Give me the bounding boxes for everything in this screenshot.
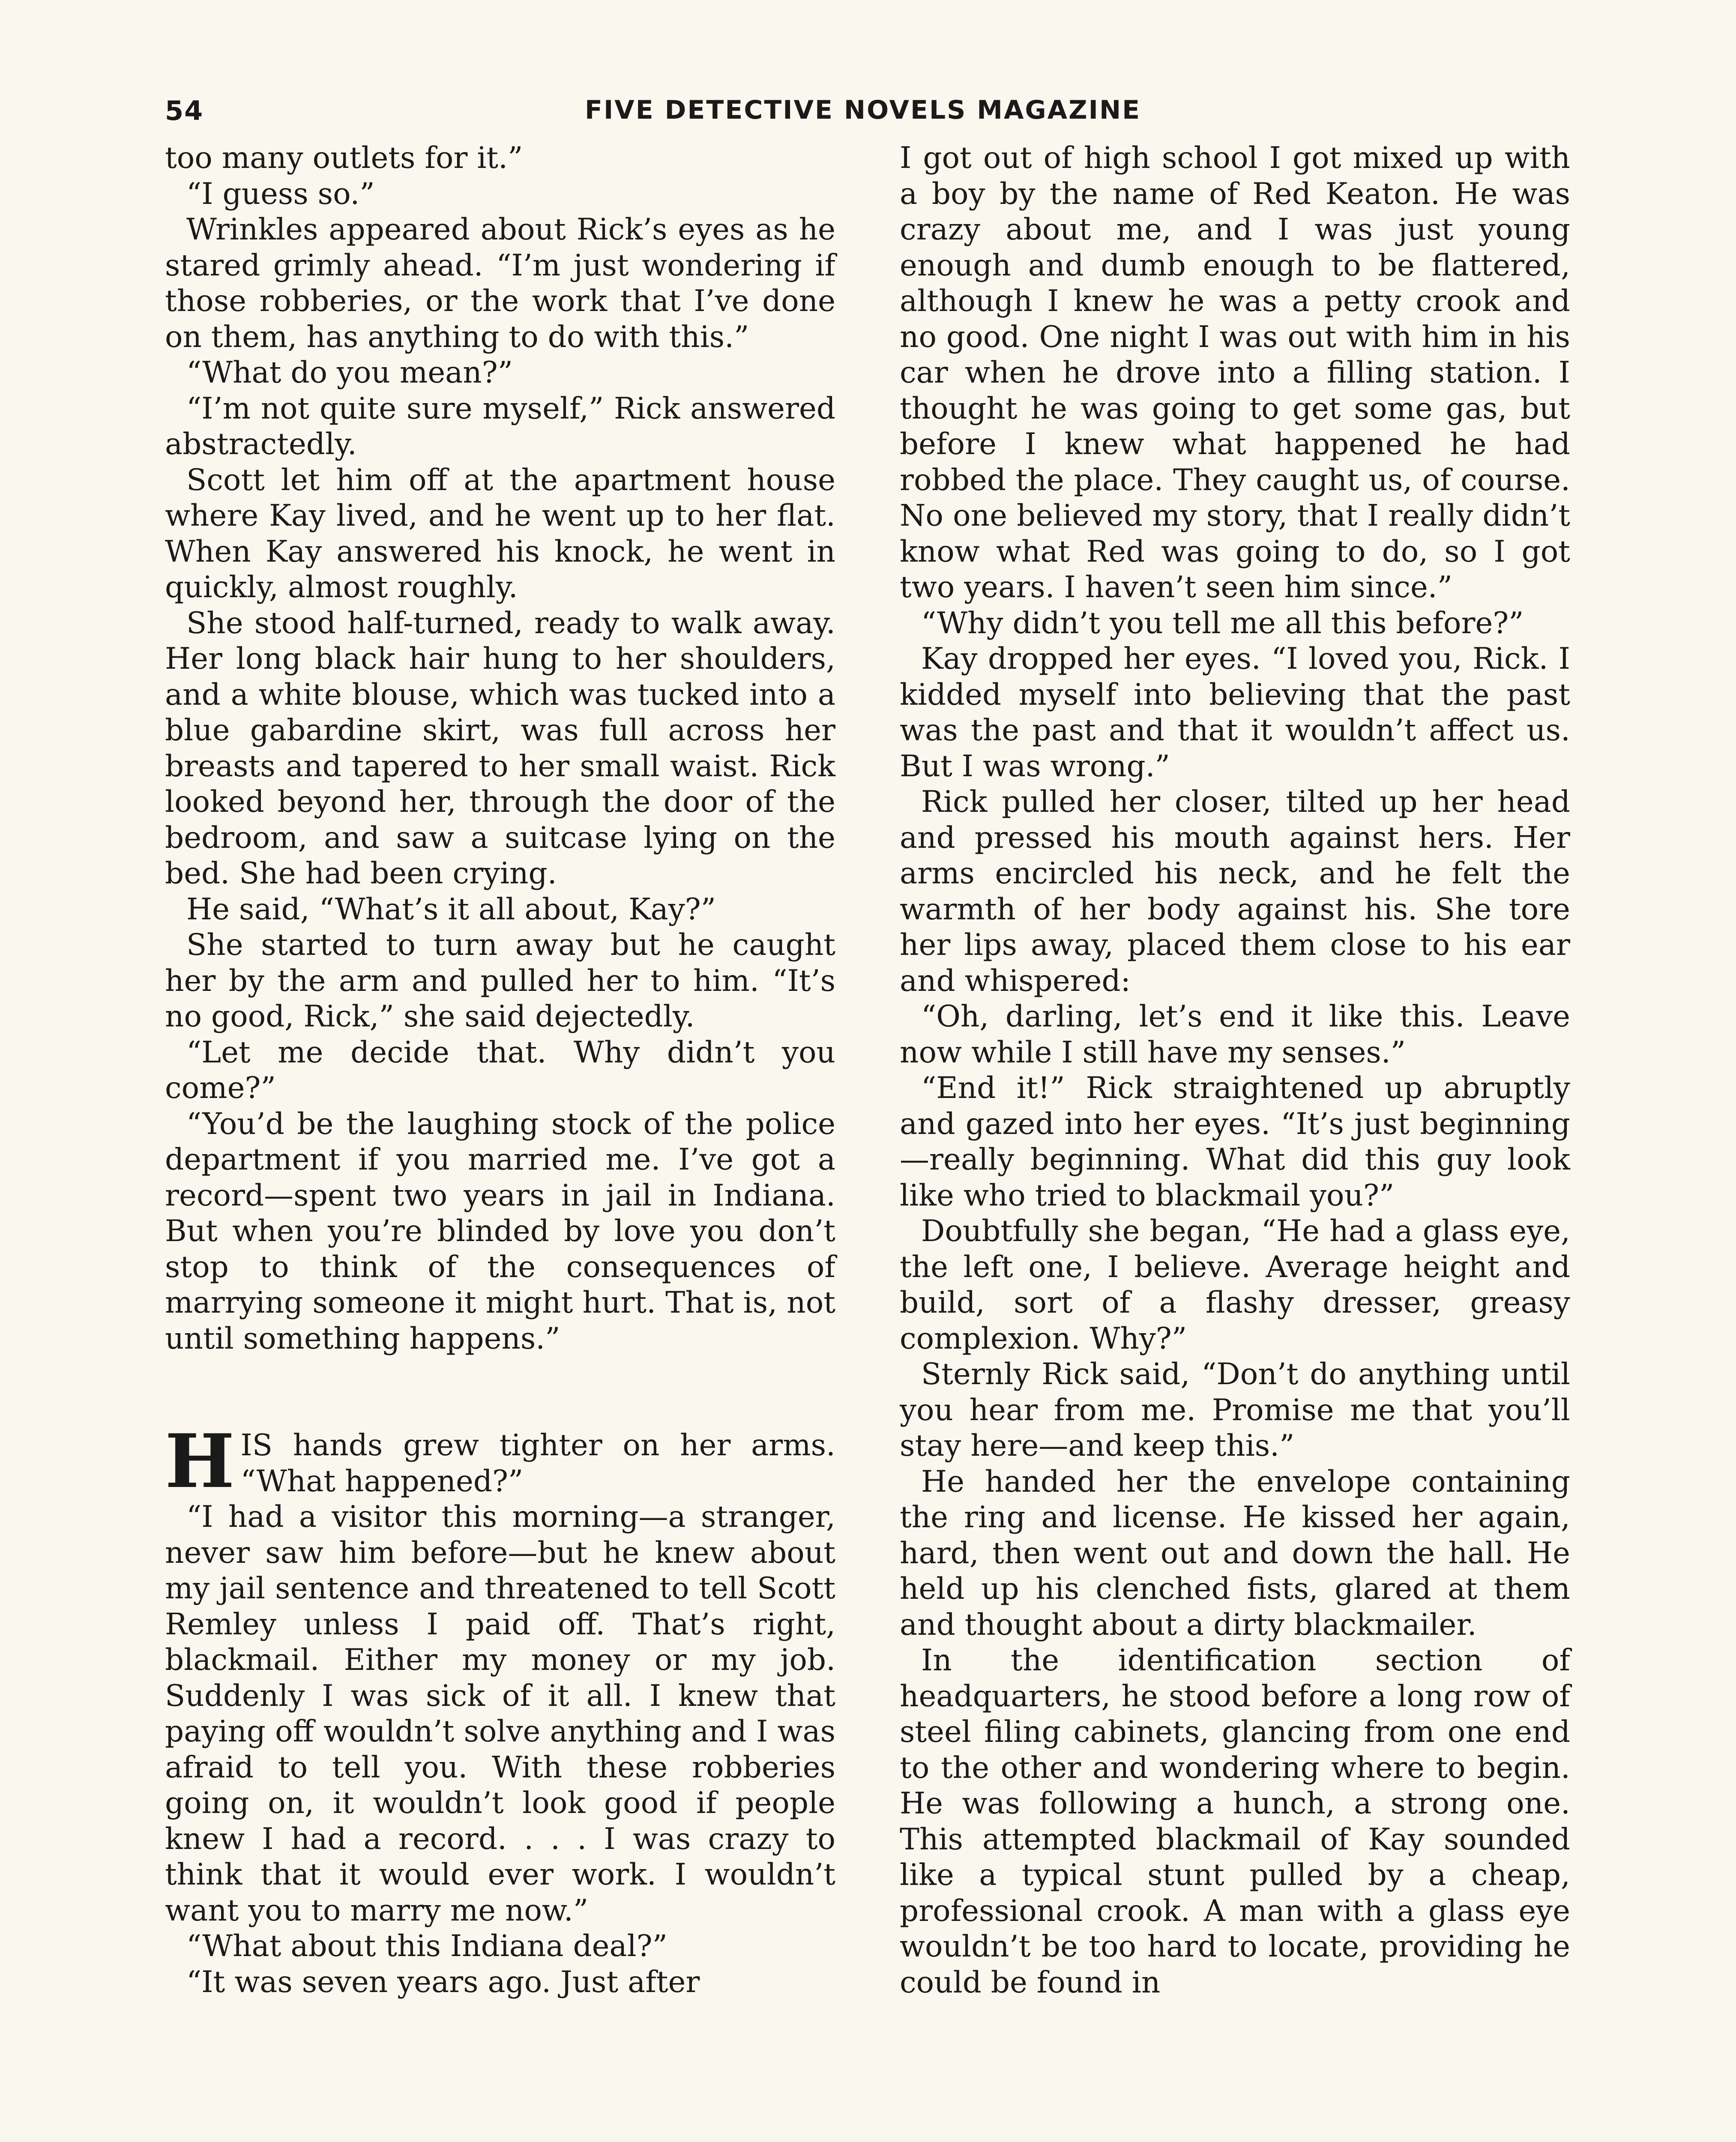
paragraph: “You’d be the laughing stock of the police department if you married me. I’ve got a record—spent two years in jail in Indiana. But when you’re blinded by love you don’t stop to think of the consequences of marrying someone it might hurt. That is, not until something happens.”: [165, 1107, 835, 1356]
section-break: [165, 1357, 835, 1428]
paragraph: “What do you mean?”: [186, 356, 513, 390]
paragraph: “End it!” Rick straightened up abruptly and gazed into her eyes. “It’s just beginning—really beginning. What did this guy look like who tried to blackmail you?”: [900, 1071, 1570, 1213]
right-column: [900, 141, 1570, 2001]
running-title: FIVE DETECTIVE NOVELS MAGAZINE: [585, 95, 1141, 125]
paragraph: “Why didn’t you tell me all this before?”: [921, 606, 1524, 640]
paragraph: In the identification section of headquarters, he stood before a long row of steel filing cabinets, glancing from one end to the other and wondering where to begin. He was following a hunch, a strong one. This attempted blackmail of Kay sounded like a typical stunt pulled by a cheap, professional crook. A man with a glass eye wouldn’t be too hard to locate, providing he could be found in: [900, 1643, 1570, 2000]
paragraph: Wrinkles appeared about Rick’s eyes as he stared grimly ahead. “I’m just wondering if those robberies, or the work that I’ve done on them, has anything to do with this.”: [165, 212, 835, 354]
paragraph: I got out of high school I got mixed up with a boy by the name of Red Keaton. He was crazy about me, and I was just young enough and dumb enough to be flattered, although I knew he was a petty crook and no good. One night I was out with him in his car when he drove into a filling station. I thought he was going to get some gas, but before I knew what happened he had robbed the place. They caught us, of course. No one believed my story, that I really didn’t know what Red was going to do, so I got two years. I haven’t seen him since.”: [900, 141, 1570, 604]
page-header: [165, 95, 1571, 134]
paragraph: “It was seven years ago. Just after: [186, 1965, 700, 1999]
left-column: [165, 141, 835, 2000]
drop-cap: H: [165, 1418, 235, 1505]
paragraph: Scott let him off at the apartment house where Kay lived, and he went up to her flat. When Kay answered his knock, he went in quickly, almost roughly.: [165, 463, 835, 604]
paragraph: He handed her the envelope containing the ring and license. He kissed her again, hard, then went out and down the hall. He held up his clenched fists, glared at them and thought about a dirty blackmailer.: [900, 1464, 1570, 1642]
paragraph: Kay dropped her eyes. “I loved you, Rick. I kidded myself into believing that the past was the past and that it wouldn’t affect us. But I was wrong.”: [900, 642, 1570, 784]
paragraph: He said, “What’s it all about, Kay?”: [186, 892, 716, 927]
paragraph: “I’m not quite sure myself,” Rick answered abstractedly.: [165, 391, 835, 461]
paragraph: too many outlets for it.”: [165, 141, 523, 175]
paragraph: “I guess so.”: [186, 177, 375, 211]
paragraph: Sternly Rick said, “Don’t do anything until you hear from me. Promise me that you’ll stay here—and keep this.”: [900, 1357, 1570, 1463]
paragraph: “What about this Indiana deal?”: [186, 1929, 667, 1963]
paragraph: Doubtfully she began, “He had a glass eye, the left one, I believe. Average height and build, sort of a flashy dresser, greasy complexion. Why?”: [900, 1214, 1570, 1356]
paragraph: “Let me decide that. Why didn’t you come?”: [165, 1035, 835, 1105]
paragraph: “I had a visitor this morning—a stranger, never saw him before—but he knew about my jail sentence and threatened to tell Scott Remley unless I paid off. That’s right, blackmail. Either my money or my job. Suddenly I was sick of it all. I knew that paying off wouldn’t solve anything and I was afraid to tell you. With these robberies going on, it wouldn’t look good if people knew I had a record. . . . I was crazy to think that it would ever work. I wouldn’t want you to marry me now.”: [165, 1500, 835, 1928]
paragraph: She started to turn away but he caught her by the arm and pulled her to him. “It’s no good, Rick,” she said dejectedly.: [165, 928, 835, 1034]
dropcap-paragraph: [165, 1418, 835, 1505]
page-number: 54: [165, 95, 204, 126]
paragraph: “Oh, darling, let’s end it like this. Leave now while I still have my senses.”: [900, 999, 1570, 1070]
paragraph: Rick pulled her closer, tilted up her head and pressed his mouth against hers. Her arms encircled his neck, and he felt the warmth of her body against his. She tore her lips away, placed them close to his ear and whispered:: [900, 785, 1570, 998]
dropcap-paragraph-text: IS hands grew tighter on her arms. “What happened?”: [240, 1428, 835, 1499]
paragraph: She stood half-turned, ready to walk away. Her long black hair hung to her shoulders, and a white blouse, which was tucked into a blue gabardine skirt, was full across her breasts and tapered to her small waist. Rick looked beyond her, through the door of the bedroom, and saw a suitcase lying on the bed. She had been crying.: [165, 606, 835, 891]
